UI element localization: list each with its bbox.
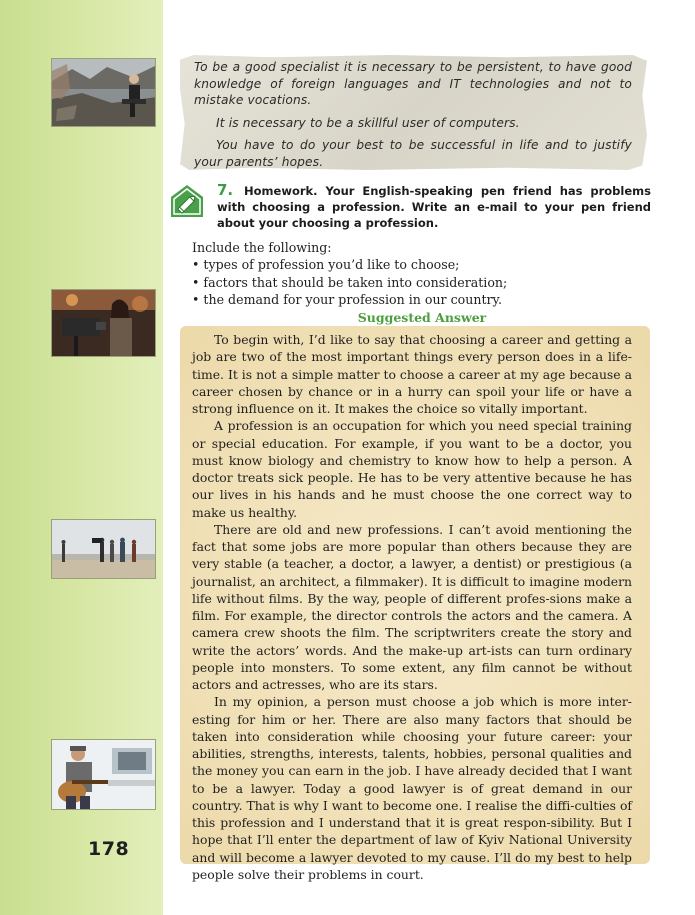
answer-paragraph: There are old and new professions. I can’t avoid mentioning the fact that some jobs are more popular than others because they are very stable (a teacher, a doctor, a lawyer, a dentist) or prestigious (a journalist, an architect, a filmmaker). It is difficult to imagine modern life without films. By the way, people of different profes-sions make a film. For example, the director controls the actors and the camera. A camera crew shoots the film. The scriptwriters create the story and write the actors’ words. And the make-up art-ists can turn ordinary people into monsters. To some extent, any film cannot be without actors and actresses, who are its stars. xyxy=(192,521,632,692)
answer-text xyxy=(192,331,632,883)
photo-film-crew-beach xyxy=(51,519,156,579)
suggested-answer-heading: Suggested Answer xyxy=(357,310,487,325)
exercise-number: 7. xyxy=(217,181,234,199)
include-item: • factors that should be taken into consideration; xyxy=(192,274,508,290)
sidebar xyxy=(0,0,163,915)
exercise-title xyxy=(217,182,651,231)
page-number: 178 xyxy=(88,838,130,860)
include-label: Include the following: xyxy=(192,240,332,255)
note-line-3: You have to do your best to be successful in life and to justify your parents’ hopes. xyxy=(194,138,632,169)
photo-man-sitting-ruins xyxy=(51,58,156,127)
photo-woman-camera xyxy=(51,289,156,357)
note-line-1: To be a good specialist it is necessary to be persistent, to have good knowledge of foreign languages and IT technologies and not to mistake vocations. xyxy=(194,60,632,107)
include-list xyxy=(192,239,652,308)
answer-paragraph: To begin with, I’d like to say that choosing a career and getting a job are two of the most important things every person does in a life-time. It is not a simple matter to choose a career at my age because a career chosen by chance or in a hurry can spoil your life or have a strong influence on it. It makes the choice so vitally important. xyxy=(192,332,632,416)
include-item: • the demand for your profession in our country. xyxy=(192,291,502,307)
answer-paragraph: In my opinion, a person must choose a job which is more inter-esting for him or her. There are also many factors that should be taken into consideration while choosing your future career: your abilities, strengths, interests, talents, hobbies, personal qualities and the money you can earn in the job. I have already decided that I want to be a lawyer. Today a good lawyer is of great demand in our country. That is why I want to become one. I realise the diffi-culties of this profession and I understand that it is great respon-sibility. But I hope that I’ll enter the department of law of Kyiv National University and will become a lawyer devoted to my cause. I’ll do my best to help people solve their problems in court. xyxy=(192,694,632,882)
pencil-icon xyxy=(168,183,206,219)
include-item: • types of profession you’d like to choose; xyxy=(192,257,460,273)
exercise-text: Homework. Your English-speaking pen friend has problems with choosing a profession. Write an e-mail to your pen friend about your choosing a profession. xyxy=(217,184,651,230)
photo-man-guitar-studio xyxy=(51,739,156,810)
answer-paragraph: A profession is an occupation for which you need special training or special education. For example, if you want to be a doctor, you must know biology and chemistry to know how to help a person. A doctor treats sick people. He has to be very attentive because he has our lives in his hands and he must choose the one correct way to make us healthy. xyxy=(192,418,632,520)
note-line-2: It is necessary to be a skillful user of computers. xyxy=(216,116,520,130)
